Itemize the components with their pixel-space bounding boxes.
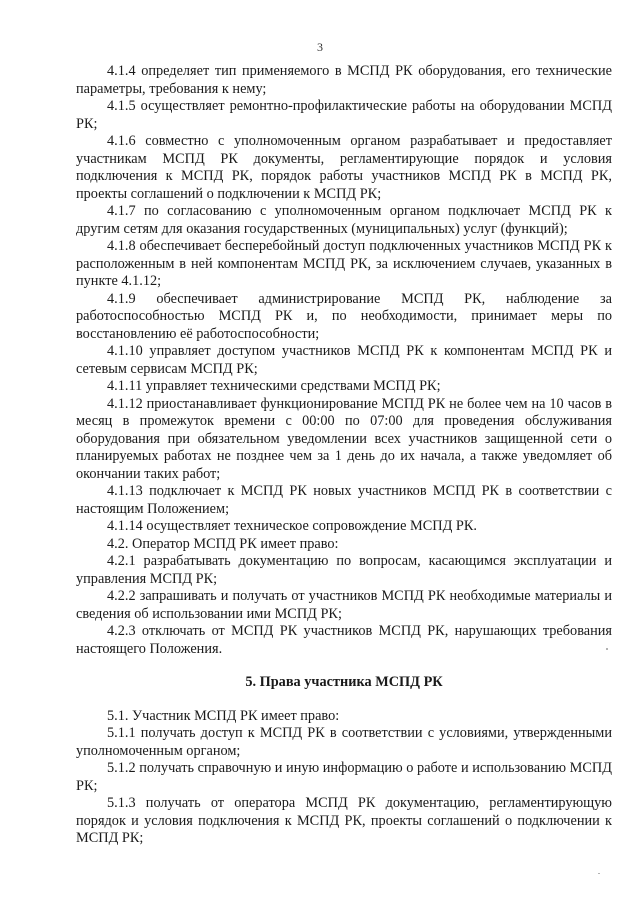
section-5-heading: 5. Права участника МСПД РК: [245, 674, 443, 690]
clause-4-1-6: 4.1.6 совместно с уполномоченным органом разрабатывает и предоставляет участникам МСПД РК документы, регламентирующие порядок и условия подключения к МСПД РК, порядок работы участников МСПД РК в МСПД РК, проекты соглашений о подключении к МСПД РК;: [76, 133, 612, 202]
clause-4-1-4: 4.1.4 определяет тип применяемого в МСПД РК оборудования, его технические параметры, требования к нему;: [76, 63, 612, 97]
clause-4-1-12: 4.1.12 приостанавливает функционирование МСПД РК не более чем на 10 часов в месяц в промежуток времени с 00:00 по 07:00 для проведения обслуживания оборудования при обязательном уведомлении всех участников защищенной сети о планируемых работах не позднее чем за 1 день до их начала, а также уведомляет об окончании таких работ;: [76, 395, 612, 482]
clause-4-1-14: 4.1.14 осуществляет техническое сопровождение МСПД РК.: [107, 518, 477, 534]
scan-speck: [606, 648, 608, 650]
scan-speck: [598, 873, 600, 874]
section-4-continued: [76, 63, 612, 658]
section-5: [76, 708, 612, 848]
clause-5-1-3: 5.1.3 получать от оператора МСПД РК документацию, регламентирующую порядок и условия подключения к МСПД РК, проекты соглашений о подключении к МСПД РК;: [76, 795, 612, 846]
clause-4-1-13: 4.1.13 подключает к МСПД РК новых участников МСПД РК в соответствии с настоящим Положением;: [76, 483, 612, 517]
clause-4-1-7: 4.1.7 по согласованию с уполномоченным органом подключает МСПД РК к другим сетям для оказания государственных (муниципальных) услуг (функций);: [76, 203, 612, 237]
clause-5-1-2: 5.1.2 получать справочную и иную информацию о работе и использованию МСПД РК;: [76, 760, 612, 794]
clause-4-1-5: 4.1.5 осуществляет ремонтно-профилактические работы на оборудовании МСПД РК;: [76, 98, 612, 132]
clause-4-2-3: 4.2.3 отключать от МСПД РК участников МСПД РК, нарушающих требования настоящего Положения.: [76, 623, 612, 657]
clause-4-1-9: 4.1.9 обеспечивает администрирование МСПД РК, наблюдение за работоспособностью МСПД РК и, по необходимости, принимает меры по восстановлению её работоспособности;: [76, 290, 612, 342]
clause-4-2-1: 4.2.1 разрабатывать документацию по вопросам, касающимся эксплуатации и управления МСПД РК;: [76, 553, 612, 587]
clause-4-1-8: 4.1.8 обеспечивает бесперебойный доступ подключенных участников МСПД РК к расположенным в ней компонентам МСПД РК, за исключением случаев, указанных в пункте 4.1.12;: [76, 238, 612, 289]
clause-4-1-11: 4.1.11 управляет техническими средствами МСПД РК;: [107, 378, 441, 394]
clause-5-1: 5.1. Участник МСПД РК имеет право:: [107, 707, 340, 724]
page-number: 3: [317, 40, 323, 54]
clause-4-2: 4.2. Оператор МСПД РК имеет право:: [107, 535, 339, 552]
clause-5-1-1: 5.1.1 получать доступ к МСПД РК в соответствии с условиями, утвержденными уполномоченным органом;: [76, 725, 612, 759]
document-body: [76, 63, 612, 848]
clause-4-1-10: 4.1.10 управляет доступом участников МСПД РК к компонентам МСПД РК и сетевым сервисам МСПД РК;: [76, 343, 612, 377]
clause-4-2-2: 4.2.2 запрашивать и получать от участников МСПД РК необходимые материалы и сведения об использовании ими МСПД РК;: [76, 588, 612, 622]
